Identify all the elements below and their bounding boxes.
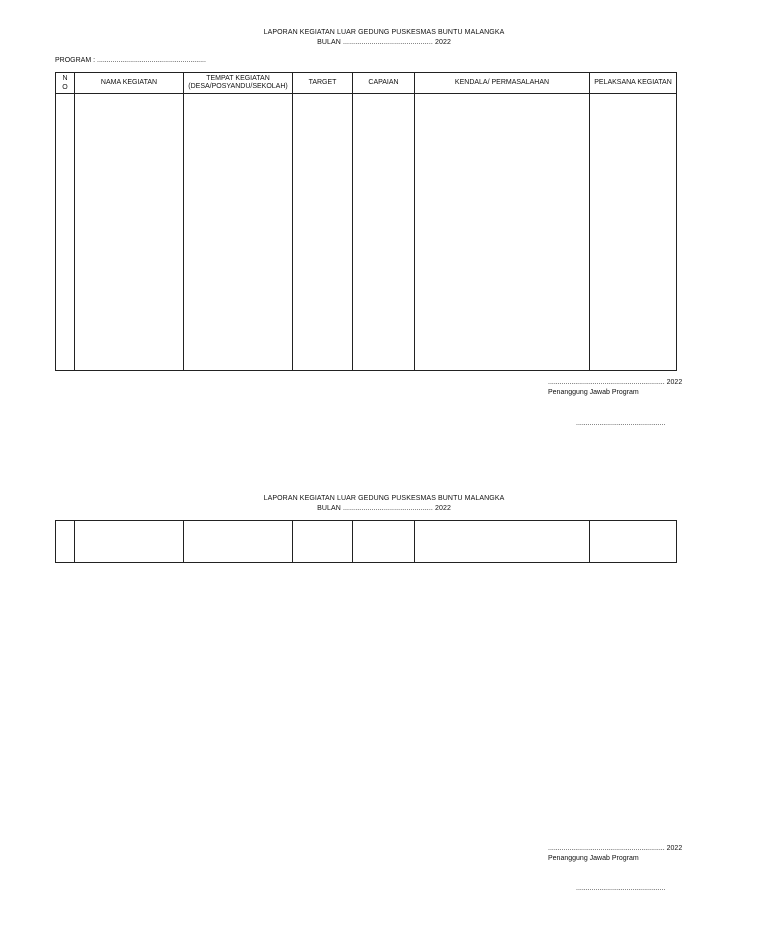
cell-capaian	[353, 94, 415, 371]
header-tempat-kegiatan: TEMPAT KEGIATAN (DESA/POSYANDU/SEKOLAH)	[184, 73, 293, 94]
cell-nama-kegiatan	[75, 521, 184, 563]
header-pelaksana: PELAKSANA KEGIATAN	[590, 73, 677, 94]
table-row	[56, 521, 677, 563]
cell-pelaksana	[590, 94, 677, 371]
report1-subtitle: BULAN ............................................ 2022	[317, 39, 451, 46]
report1-date-line: ............................................................ 2022	[548, 379, 683, 386]
cell-nama-kegiatan	[75, 94, 184, 371]
program-label: PROGRAM : ........................................................	[55, 57, 206, 64]
cell-kendala	[415, 94, 590, 371]
cell-tempat-kegiatan	[184, 94, 293, 371]
report2-signer-role: Penanggung Jawab Program	[548, 855, 639, 862]
header-capaian: CAPAIAN	[353, 73, 415, 94]
report2-date-line: ............................................................ 2022	[548, 845, 683, 852]
report2-table	[55, 520, 677, 563]
cell-kendala	[415, 521, 590, 563]
cell-target	[293, 521, 353, 563]
cell-no	[56, 94, 75, 371]
cell-tempat-kegiatan	[184, 521, 293, 563]
report2-title: LAPORAN KEGIATAN LUAR GEDUNG PUSKESMAS BUNTU MALANGKA	[263, 495, 505, 502]
report2-subtitle: BULAN ............................................ 2022	[317, 505, 451, 512]
cell-capaian	[353, 521, 415, 563]
header-kendala: KENDALA/ PERMASALAHAN	[415, 73, 590, 94]
cell-no	[56, 521, 75, 563]
header-no: N O	[56, 73, 75, 94]
report2-signature-line: ..............................................	[576, 885, 666, 892]
cell-pelaksana	[590, 521, 677, 563]
header-nama-kegiatan: NAMA KEGIATAN	[75, 73, 184, 94]
report1-signature-line: ..............................................	[576, 420, 666, 427]
table-row	[56, 94, 677, 371]
table-header-row	[56, 73, 677, 94]
cell-target	[293, 94, 353, 371]
header-target: TARGET	[293, 73, 353, 94]
report1-signer-role: Penanggung Jawab Program	[548, 389, 639, 396]
report1-title: LAPORAN KEGIATAN LUAR GEDUNG PUSKESMAS BUNTU MALANGKA	[263, 29, 505, 36]
report1-table	[55, 72, 677, 371]
